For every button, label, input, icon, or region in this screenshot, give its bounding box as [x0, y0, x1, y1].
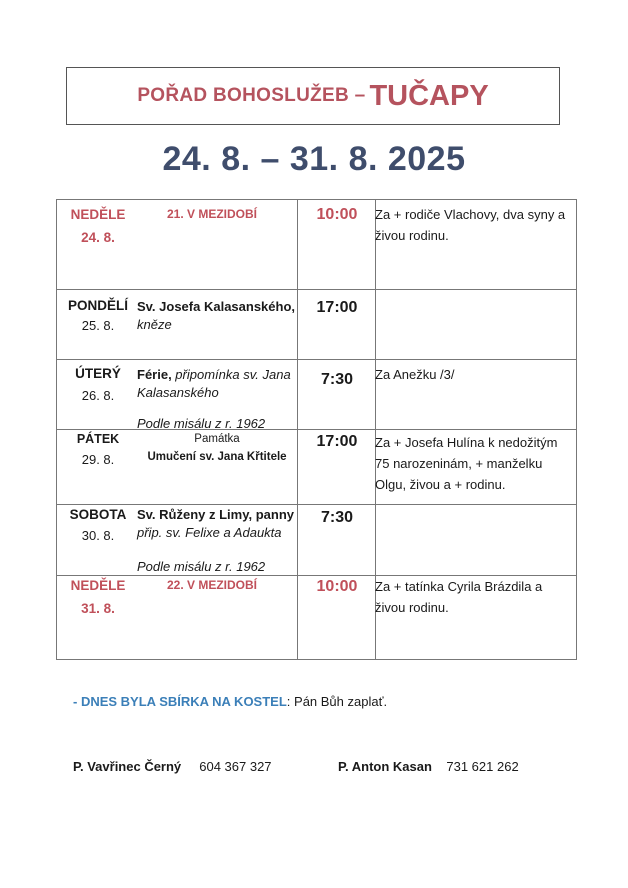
table-row — [57, 200, 576, 290]
collection-lead: - DNES BYLA SBÍRKA NA KOSTEL — [73, 694, 287, 709]
feast-subtitle: přip. sv. Felixe a Adaukta — [137, 525, 282, 540]
parish-name: TUČAPY — [369, 79, 489, 112]
mass-intention: Za Anežku /3/ — [375, 367, 455, 382]
schedule-table — [56, 199, 577, 660]
day-name: ÚTERÝ — [75, 366, 121, 381]
feast-name: Férie, — [137, 367, 172, 382]
priest-phone: 731 621 262 — [446, 759, 519, 774]
mass-intention: Za + rodiče Vlachovy, dva syny a živou rodinu. — [375, 207, 566, 243]
day-date: 30. 8. — [81, 528, 115, 543]
feast-name: 21. V MEZIDOBÍ — [166, 207, 258, 221]
priest-phone: 604 367 327 — [199, 759, 272, 774]
mass-time: 10:00 — [316, 206, 358, 223]
day-date: 25. 8. — [81, 318, 115, 333]
priest-contact-2 — [338, 759, 519, 774]
day-name: PONDĚLÍ — [67, 298, 128, 313]
priest-name: P. Anton Kasan — [338, 759, 432, 774]
feast-subtitle: kněze — [137, 317, 172, 332]
mass-intention: Za + Josefa Hulína k nedožitým 75 narozeninám, + manželku Olgu, živou a + rodinu. — [375, 435, 558, 492]
feast-name: 22. V MEZIDOBÍ — [166, 578, 258, 592]
table-row — [57, 290, 576, 360]
feast-name: Sv. Růženy z Limy, panny — [137, 507, 294, 522]
table-row — [57, 360, 576, 430]
mass-time: 7:30 — [320, 371, 354, 388]
day-date: 26. 8. — [81, 388, 115, 403]
day-name: NEDĚLE — [70, 578, 126, 593]
date-range: 24. 8. – 31. 8. 2025 — [162, 140, 466, 178]
day-date: 31. 8. — [81, 601, 115, 616]
table-row — [57, 430, 576, 505]
rite-note: Podle misálu z r. 1962 — [137, 416, 266, 431]
day-name: SOBOTA — [69, 507, 127, 522]
feast-name: Sv. Josefa Kalasanského, — [137, 299, 296, 314]
day-name: PÁTEK — [76, 432, 120, 446]
page-title: POŘAD BOHOSLUŽEB – — [137, 85, 366, 106]
day-name: NEDĚLE — [70, 207, 126, 222]
priest-contact-1 — [73, 759, 272, 774]
table-row — [57, 576, 576, 659]
mass-time: 17:00 — [316, 299, 358, 316]
collection-thanks: : Pán Bůh zaplať. — [286, 694, 388, 709]
mass-intention: Za + tatínka Cyrila Brázdila a živou rodinu. — [375, 579, 543, 615]
collection-notice — [73, 694, 387, 709]
day-date: 29. 8. — [81, 452, 115, 467]
rite-note: Podle misálu z r. 1962 — [137, 559, 266, 574]
priest-name: P. Vavřinec Černý — [73, 759, 182, 774]
feast-subtitle: připomínka sv. Jana Kalasanského — [137, 367, 291, 400]
mass-time: 10:00 — [316, 578, 358, 595]
title-box — [66, 67, 560, 125]
mass-time: 7:30 — [320, 509, 354, 526]
feast-name: Umučení sv. Jana Křtitele — [147, 451, 287, 463]
mass-time: 17:00 — [316, 433, 358, 450]
day-date: 24. 8. — [81, 230, 115, 245]
feast-rank: Památka — [194, 433, 240, 445]
table-row — [57, 505, 576, 576]
